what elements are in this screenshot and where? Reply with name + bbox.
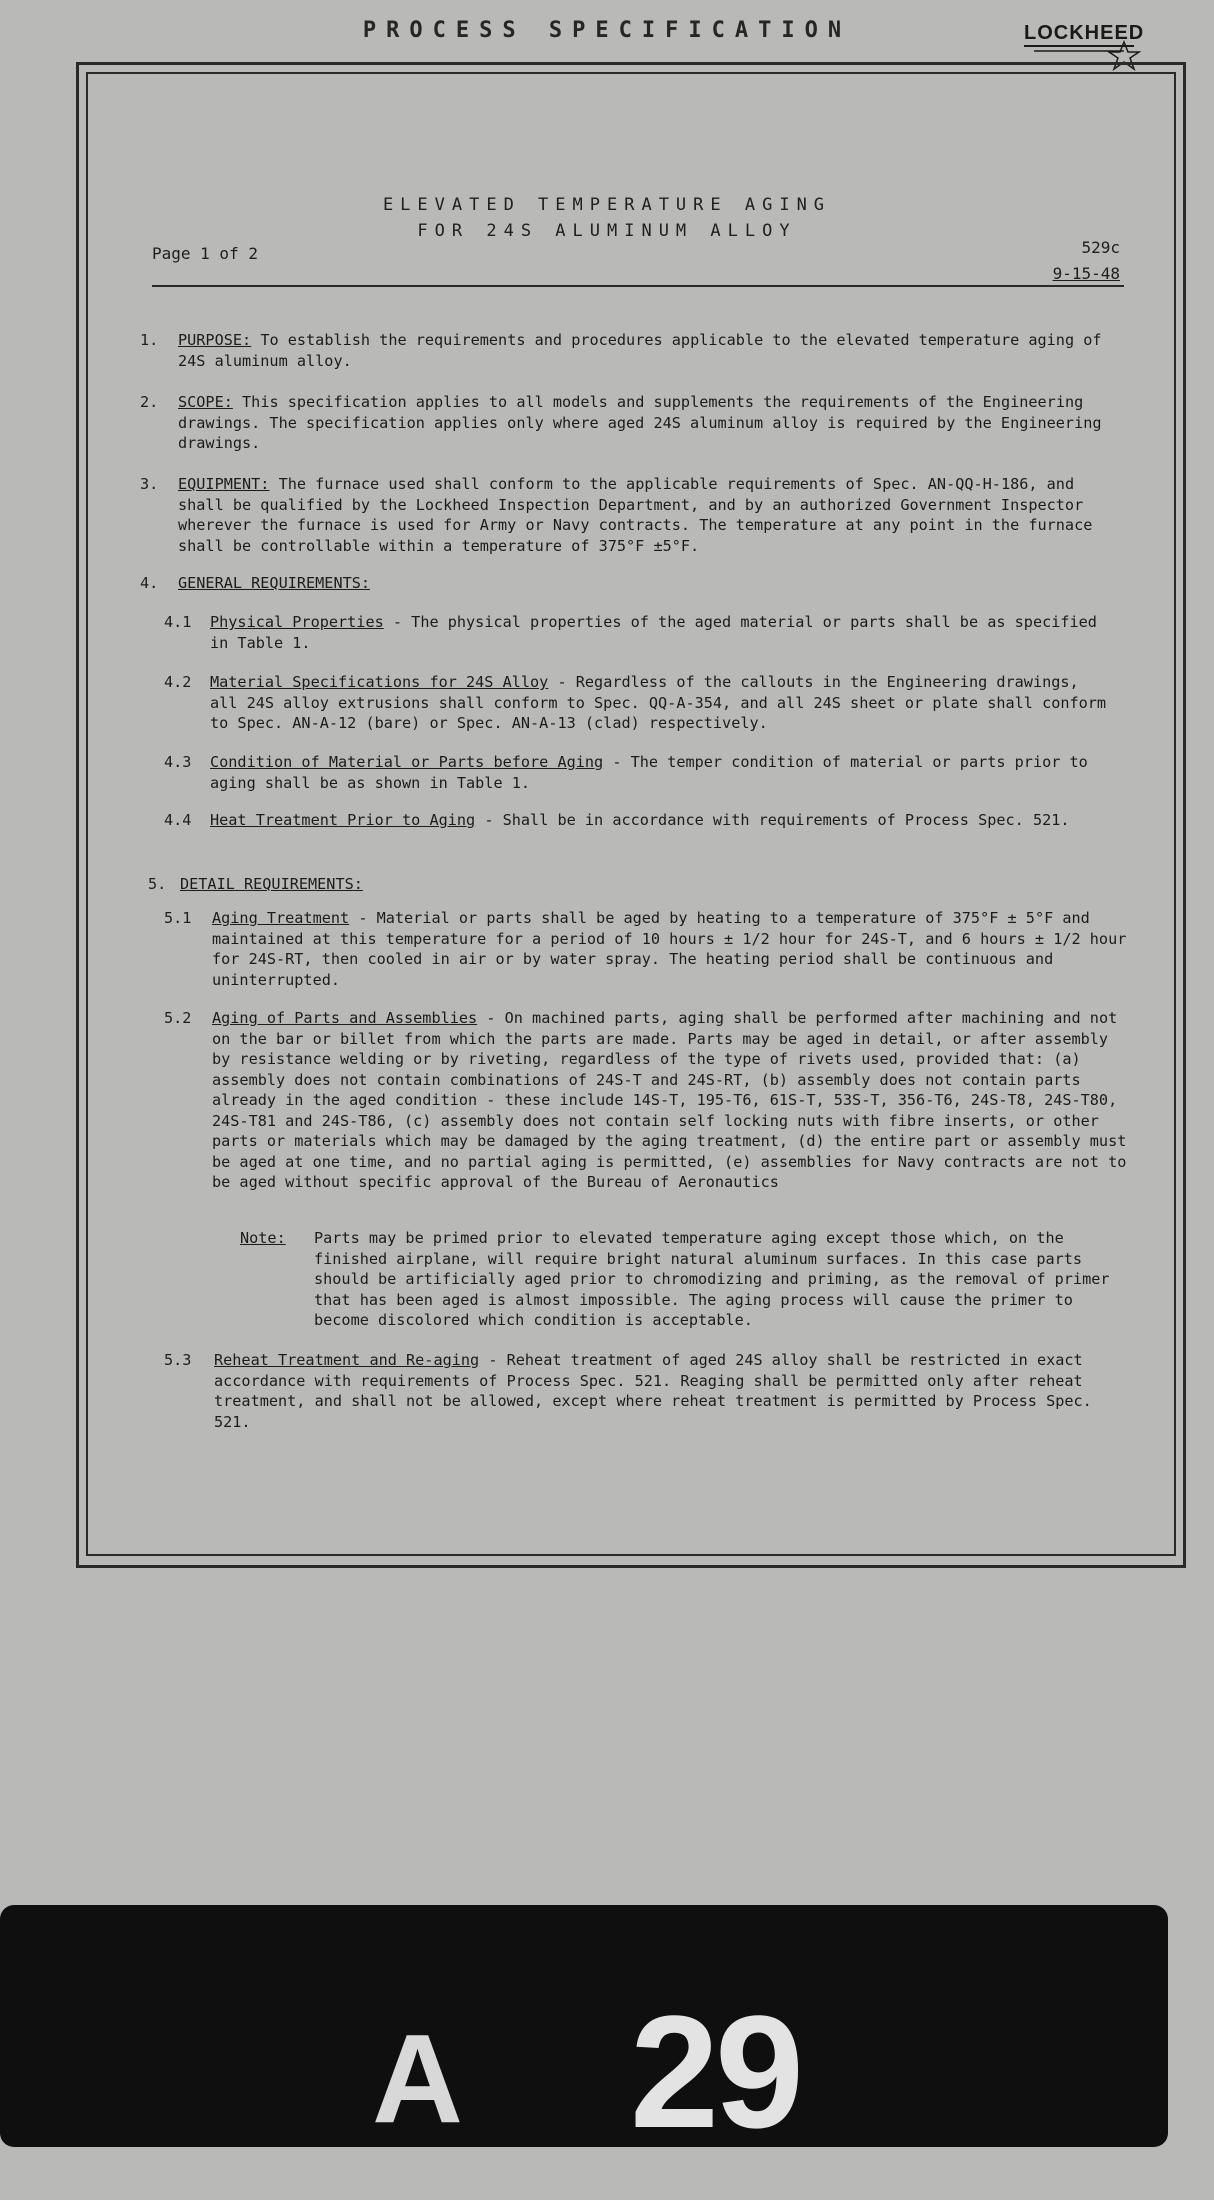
title-line-1: ELEVATED TEMPERATURE AGING [382,195,832,215]
section-heading: DETAIL REQUIREMENTS: [180,875,363,893]
subsection-heading: Heat Treatment Prior to Aging [210,811,476,829]
section-heading: PURPOSE: [178,331,252,349]
film-label-strip [0,1905,1168,2147]
subsection-heading: Reheat Treatment and Re-aging [214,1351,480,1369]
section-number: 5. [148,875,167,893]
subsection-body: - Reheat treatment of aged 24S alloy shall be restricted in exact accordance with requirements of Process Spec. 521. Reaging shall be permitted only after reheat treatment, and shall not be allowed, except where reheat treatment is permitted by Process Spec. 521. [214,1351,1092,1431]
subsection-body: - Shall be in accordance with requirements of Process Spec. 521. [484,811,1070,829]
subsection-body: - The physical properties of the aged material or parts shall be as specified in Table 1. [210,613,1097,652]
subsection-body: - Regardless of the callouts in the Engineering drawings, all 24S alloy extrusions shall conform to Spec. QQ-A-354, and all 24S sheet or plate shall conform to Spec. AN-A-12 (bare) or Spec. AN-A-13 (clad) respectively. [210,673,1107,732]
section-number: 2. [140,393,159,411]
lockheed-logo [1024,22,1154,62]
film-label-number: 29 [630,1982,800,2161]
subsection-heading: Material Specifications for 24S Alloy [210,673,549,691]
subsection-number: 5.1 [164,909,192,927]
note-label: Note: [240,1229,286,1247]
section-equipment [178,474,1118,556]
section-heading: SCOPE: [178,393,233,411]
note-label-block [240,1228,320,1249]
section-number: 4. [140,574,159,592]
section-body: The furnace used shall conform to the applicable requirements of Spec. AN-QQ-H-186, and shall be qualified by the Lockheed Inspection Department, and by an authorized Government Inspector wherever the furnace is used for Army or Navy contracts. The temperature at any point in the furnace shall be controllable within a temperature of 375°F ±5°F. [178,475,1093,555]
film-label-letter: A [372,2008,463,2149]
spec-date: 9-15-48 [1052,264,1120,283]
subsection-heading: Aging Treatment [212,909,350,927]
subsection-reheat-treatment [214,1350,1124,1432]
section-purpose [178,330,1108,371]
section-heading: GENERAL REQUIREMENTS: [178,574,371,592]
section-scope [178,392,1118,454]
subsection-body: - On machined parts, aging shall be performed after machining and not on the bar or billet from which the parts are made. Parts may be aged in detail, or after assembly by resistance welding or by riveting, regardless of the type of rivets used, provided that: (a) assembly does not contain combinations of 24S-T and 24S-RT, (b) assembly does not contain parts already in the aged condition - these include 14S-T, 195-T6, 61S-T, 53S-T, 356-T6, 24S-T8, 24S-T80, 24S-T81 and 24S-T86, (c) assembly does not contain self locking nuts with fibre inserts, or other parts or materials which may be damaged by the aging treatment, (d) the entire part or assembly must be aged at one time, and no partial aging is permitted, (e) assemblies for Navy contracts are not to be aged without specific approval of the Bureau of Aeronautics [212,1009,1127,1191]
page-number: Page 1 of 2 [152,244,258,263]
logo-text: LOCKHEED [1024,22,1145,44]
section-number: 1. [140,331,159,349]
spec-number: 529c [1081,238,1120,257]
header-title: PROCESS SPECIFICATION [362,18,852,43]
section-body: This specification applies to all models and supplements the requirements of the Engineering drawings. The specification applies only where aged 24S aluminum alloy is required by the Engineering drawings. [178,393,1102,452]
subsection-aging-treatment [212,908,1132,990]
subsection-aging-of-parts [212,1008,1132,1193]
subsection-heading: Aging of Parts and Assemblies [212,1009,478,1027]
subsection-number: 4.1 [164,613,192,631]
section-detail-requirements [180,874,780,895]
header-rule [152,285,1124,287]
note-body: Parts may be primed prior to elevated temperature aging except those which, on the finished airplane, will require bright natural aluminum surfaces. In this case parts should be artificially aged prior to chromodizing and priming, as the removal of primer that has been aged is almost impossible. The aging process will cause the primer to become discolored which condition is acceptable. [314,1229,1110,1329]
subsection-body: - Material or parts shall be aged by heating to a temperature of 375°F ± 5°F and maintained at this temperature for a period of 10 hours ± 1/2 hour for 24S-T, and 6 hours ± 1/2 hour for 24S-RT, then cooled in air or by water spray. The heating period shall be continuous and uninterrupted. [212,909,1127,989]
subsection-number: 4.4 [164,811,192,829]
subsection-material-specifications [210,672,1110,734]
subsection-number: 5.2 [164,1009,192,1027]
subsection-number: 5.3 [164,1351,192,1369]
subsection-heading: Condition of Material or Parts before Aging [210,753,604,771]
section-number: 3. [140,475,159,493]
subsection-number: 4.3 [164,753,192,771]
title-line-2: FOR 24S ALUMINUM ALLOY [417,221,797,241]
subsection-heat-treatment [210,810,1110,831]
subsection-condition-of-material [210,752,1110,793]
document-title [0,192,1214,244]
section-heading: EQUIPMENT: [178,475,270,493]
section-general-requirements [178,573,778,594]
section-body: To establish the requirements and procedures applicable to the elevated temperature aging of 24S aluminum alloy. [178,331,1102,370]
subsection-physical-properties [210,612,1110,653]
subsection-heading: Physical Properties [210,613,384,631]
subsection-number: 4.2 [164,673,192,691]
subsection-body: - The temper condition of material or parts prior to aging shall be as shown in Table 1. [210,753,1088,792]
